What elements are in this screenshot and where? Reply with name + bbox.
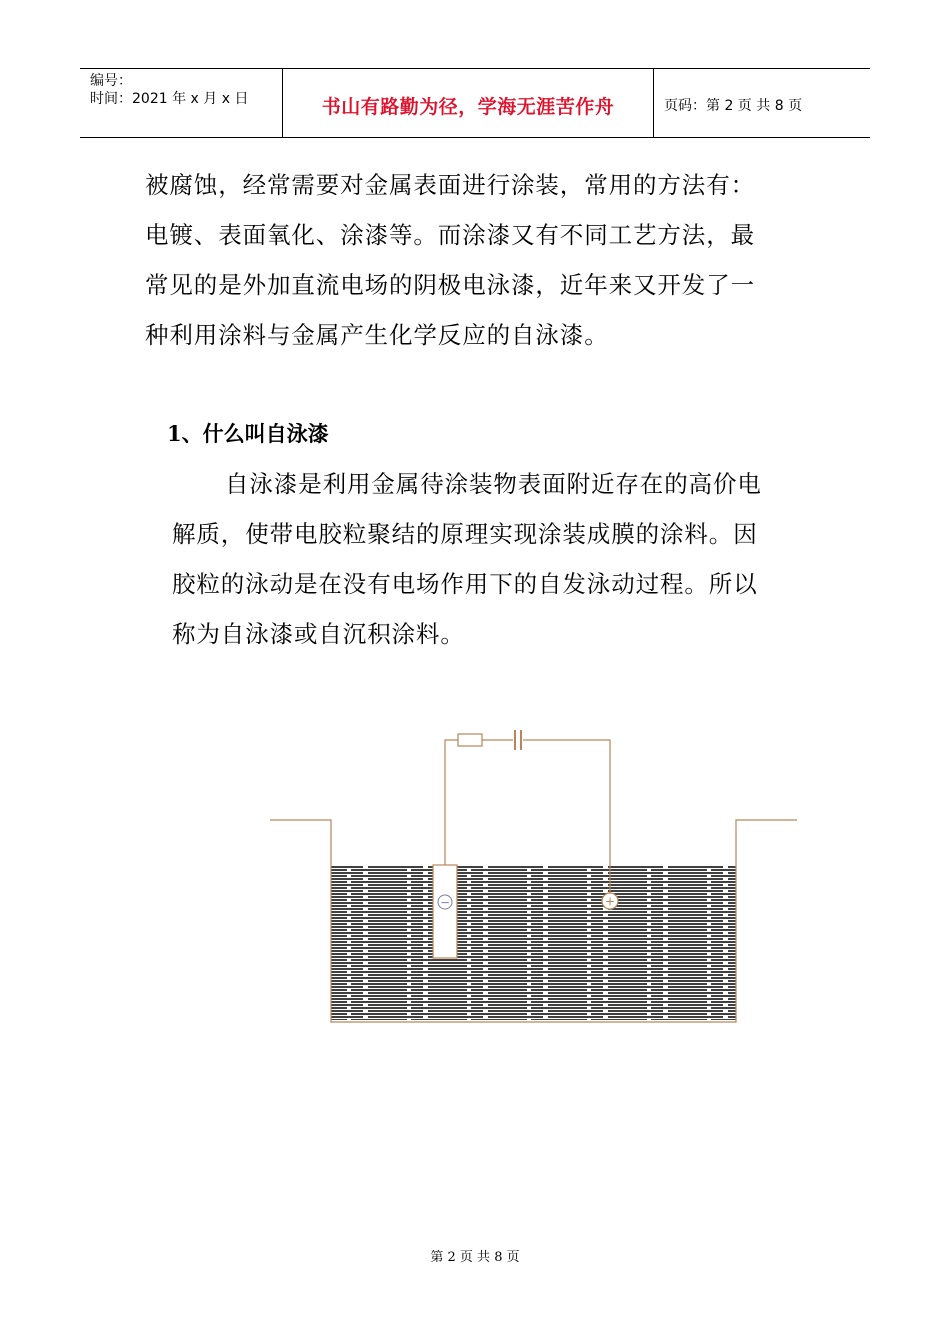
header-motto: 书山有路勤为径，学海无涯苦作舟 xyxy=(321,96,615,118)
page-header xyxy=(80,68,870,138)
section-heading: 1、什么叫自泳漆 xyxy=(167,421,329,446)
document-date: 时间：2021 年 x 月 x 日 xyxy=(90,91,249,107)
header-right-cell xyxy=(654,69,870,137)
cathode-workpiece xyxy=(433,865,457,958)
electrodeposition-diagram xyxy=(265,725,805,1030)
paragraph-line: 解质，使带电胶粒聚结的原理实现涂装成膜的涂料。因 xyxy=(172,520,758,548)
paragraph-line: 胶粒的泳动是在没有电场作用下的自发泳动过程。所以 xyxy=(172,570,758,598)
paragraph-line: 自泳漆是利用金属待涂装物表面附近存在的高价电 xyxy=(225,470,762,498)
header-middle-cell xyxy=(283,69,654,137)
positive-symbol: + xyxy=(604,894,616,909)
header-left-cell xyxy=(80,69,283,137)
paragraph-line: 常见的是外加直流电场的阴极电泳漆，近年来又开发了一 xyxy=(145,271,755,299)
paragraph-line: 称为自泳漆或自沉积涂料。 xyxy=(172,620,465,648)
resistor-icon xyxy=(458,734,482,746)
paragraph-line: 种利用涂料与金属产生化学反应的自泳漆。 xyxy=(145,321,609,349)
negative-symbol: − xyxy=(439,895,451,910)
page-footer: 第 2 页 共 8 页 xyxy=(430,1250,520,1265)
paragraph-line: 电镀、表面氧化、涂漆等。而涂漆又有不同工艺方法，最 xyxy=(145,221,755,249)
circuit-wire xyxy=(445,740,458,865)
paint-bath-liquid xyxy=(331,865,736,1020)
paragraph-line: 被腐蚀，经常需要对金属表面进行涂装，常用的方法有： xyxy=(145,171,755,199)
document-number-label: 编号： xyxy=(90,73,132,89)
header-page-info: 页码：第 2 页 共 8 页 xyxy=(664,98,803,114)
